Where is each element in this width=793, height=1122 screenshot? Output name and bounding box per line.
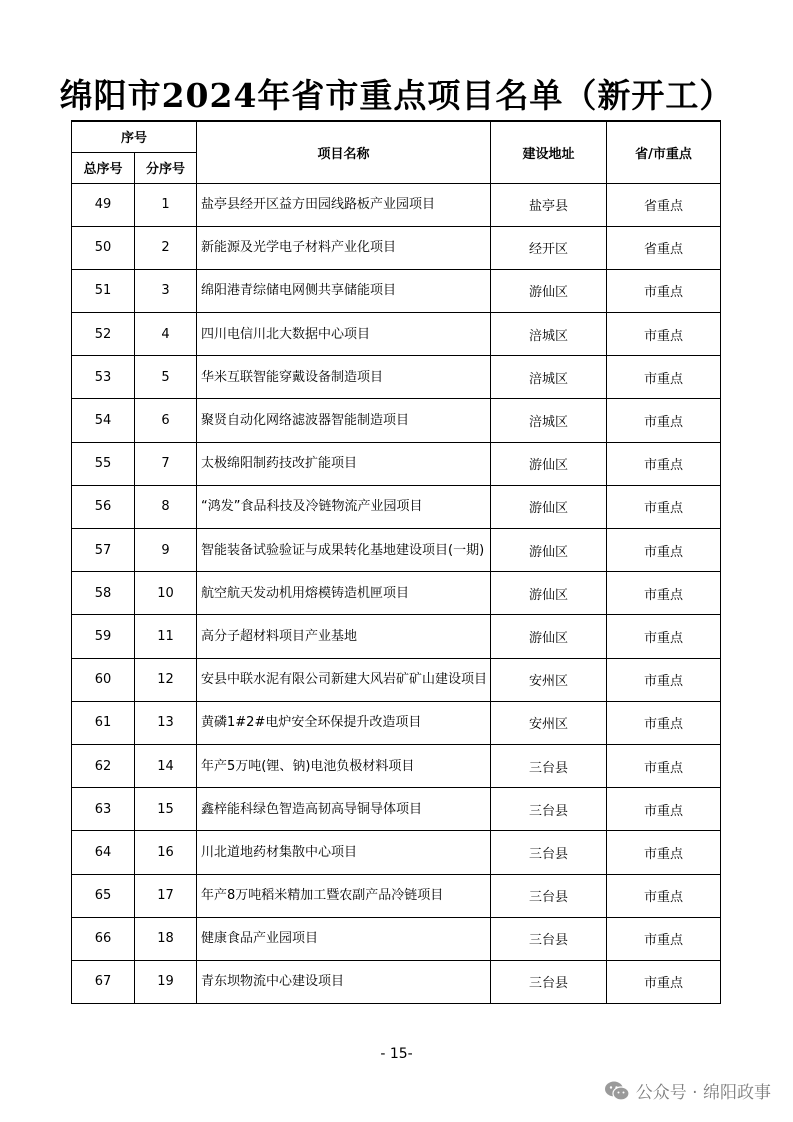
table-row [72,226,721,269]
sub-seq-cell: 18 [135,917,197,960]
project-name-cell: 年产8万吨稻米精加工暨农副产品冷链项目 [197,874,491,917]
wechat-icon [604,1080,630,1102]
sub-seq-cell: 17 [135,874,197,917]
level-cell: 市重点 [607,572,721,615]
sub-seq-cell: 6 [135,399,197,442]
total-seq-cell: 64 [72,831,135,874]
location-cell: 三台县 [491,788,607,831]
page-title: 绵阳市2024年省市重点项目名单（新开工） [59,76,734,115]
level-cell: 市重点 [607,485,721,528]
total-seq-cell: 50 [72,226,135,269]
level-cell: 市重点 [607,701,721,744]
project-name-cell: 黄磷1#2#电炉安全环保提升改造项目 [197,701,491,744]
location-cell: 盐亭县 [491,183,607,226]
table-row [72,701,721,744]
project-name-cell: 盐亭县经开区益方田园线路板产业园项目 [197,183,491,226]
project-name-cell: 绵阳港青综储电网侧共享储能项目 [197,269,491,312]
sub-seq-cell: 4 [135,313,197,356]
sub-seq-cell: 16 [135,831,197,874]
level-cell: 省重点 [607,183,721,226]
level-cell: 市重点 [607,658,721,701]
project-name-cell: 川北道地药材集散中心项目 [197,831,491,874]
project-name-header: 项目名称 [197,121,491,183]
total-seq-cell: 59 [72,615,135,658]
project-name-cell: 高分子超材料项目产业基地 [197,615,491,658]
total-seq-cell: 67 [72,960,135,1003]
table-header [72,121,721,183]
level-cell: 市重点 [607,831,721,874]
project-name-cell: 安县中联水泥有限公司新建大风岩矿矿山建设项目 [197,658,491,701]
table-row [72,917,721,960]
location-cell: 游仙区 [491,529,607,572]
location-cell: 游仙区 [491,269,607,312]
sub-seq-cell: 14 [135,744,197,787]
project-name-cell: 鑫梓能科绿色智造高韧高导铜导体项目 [197,788,491,831]
total-seq-header: 总序号 [72,152,135,183]
table-row [72,572,721,615]
table-row [72,183,721,226]
sub-seq-cell: 2 [135,226,197,269]
level-cell: 市重点 [607,960,721,1003]
level-cell: 市重点 [607,788,721,831]
table-row [72,615,721,658]
location-header: 建设地址 [491,121,607,183]
location-cell: 安州区 [491,658,607,701]
table-row [72,356,721,399]
table-row [72,874,721,917]
project-table [71,120,721,1004]
location-cell: 经开区 [491,226,607,269]
table-row [72,831,721,874]
sub-seq-cell: 11 [135,615,197,658]
total-seq-cell: 55 [72,442,135,485]
project-name-cell: 健康食品产业园项目 [197,917,491,960]
project-name-cell: 华米互联智能穿戴设备制造项目 [197,356,491,399]
total-seq-cell: 51 [72,269,135,312]
location-cell: 三台县 [491,874,607,917]
sub-seq-cell: 8 [135,485,197,528]
sub-seq-cell: 7 [135,442,197,485]
level-cell: 市重点 [607,399,721,442]
total-seq-cell: 53 [72,356,135,399]
level-cell: 市重点 [607,615,721,658]
location-cell: 三台县 [491,917,607,960]
location-cell: 涪城区 [491,313,607,356]
sub-seq-cell: 12 [135,658,197,701]
sub-seq-cell: 1 [135,183,197,226]
project-name-cell: 太极绵阳制药技改扩能项目 [197,442,491,485]
total-seq-cell: 66 [72,917,135,960]
project-name-cell: “鸿发”食品科技及冷链物流产业园项目 [197,485,491,528]
level-cell: 市重点 [607,744,721,787]
total-seq-cell: 61 [72,701,135,744]
location-cell: 游仙区 [491,572,607,615]
table-row [72,269,721,312]
sub-seq-cell: 9 [135,529,197,572]
location-cell: 安州区 [491,701,607,744]
level-cell: 市重点 [607,874,721,917]
location-cell: 游仙区 [491,485,607,528]
sub-seq-cell: 10 [135,572,197,615]
seq-group-header: 序号 [72,121,197,152]
location-cell: 三台县 [491,960,607,1003]
table-row [72,313,721,356]
total-seq-cell: 56 [72,485,135,528]
project-name-cell: 智能装备试验验证与成果转化基地建设项目(一期) [197,529,491,572]
table-row [72,788,721,831]
sub-seq-cell: 5 [135,356,197,399]
total-seq-cell: 49 [72,183,135,226]
total-seq-cell: 62 [72,744,135,787]
project-name-cell: 航空航天发动机用熔模铸造机匣项目 [197,572,491,615]
sub-seq-cell: 3 [135,269,197,312]
project-name-cell: 青东坝物流中心建设项目 [197,960,491,1003]
location-cell: 游仙区 [491,442,607,485]
level-header: 省/市重点 [607,121,721,183]
location-cell: 三台县 [491,744,607,787]
table-row [72,399,721,442]
total-seq-cell: 52 [72,313,135,356]
sub-seq-cell: 19 [135,960,197,1003]
project-name-cell: 聚贤自动化网络滤波器智能制造项目 [197,399,491,442]
level-cell: 市重点 [607,917,721,960]
table-row [72,529,721,572]
table-row [72,442,721,485]
table-row [72,485,721,528]
total-seq-cell: 60 [72,658,135,701]
level-cell: 市重点 [607,313,721,356]
total-seq-cell: 57 [72,529,135,572]
table-body [72,183,721,1004]
watermark [604,1078,771,1103]
sub-seq-header: 分序号 [135,152,197,183]
total-seq-cell: 63 [72,788,135,831]
table-row [72,658,721,701]
sub-seq-cell: 13 [135,701,197,744]
level-cell: 市重点 [607,529,721,572]
table-row [72,960,721,1003]
level-cell: 市重点 [607,269,721,312]
page-number: - 15- [380,1046,413,1062]
location-cell: 三台县 [491,831,607,874]
total-seq-cell: 58 [72,572,135,615]
watermark-text: 公众号 · 绵阳政事 [635,1083,771,1103]
table-row [72,744,721,787]
project-name-cell: 年产5万吨(锂、钠)电池负极材料项目 [197,744,491,787]
level-cell: 市重点 [607,356,721,399]
level-cell: 省重点 [607,226,721,269]
project-name-cell: 四川电信川北大数据中心项目 [197,313,491,356]
location-cell: 游仙区 [491,615,607,658]
total-seq-cell: 54 [72,399,135,442]
total-seq-cell: 65 [72,874,135,917]
level-cell: 市重点 [607,442,721,485]
sub-seq-cell: 15 [135,788,197,831]
project-name-cell: 新能源及光学电子材料产业化项目 [197,226,491,269]
location-cell: 涪城区 [491,399,607,442]
location-cell: 涪城区 [491,356,607,399]
